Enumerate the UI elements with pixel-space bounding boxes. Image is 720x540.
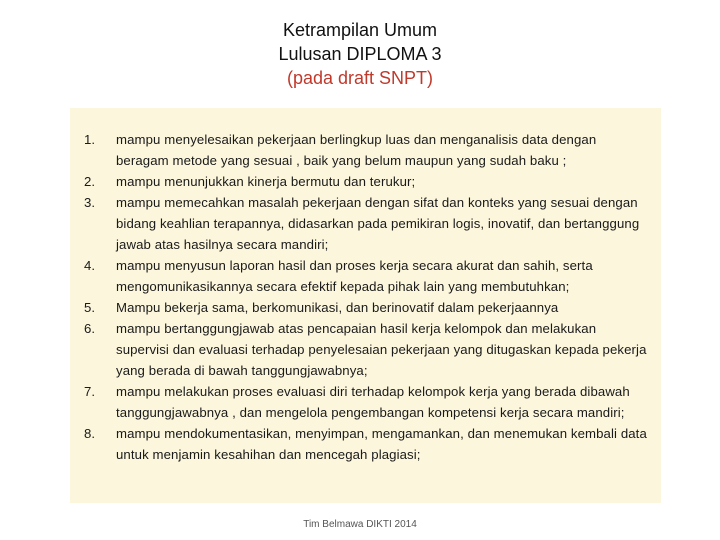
- list-item-text: mampu memecahkan masalah pekerjaan dengan sifat dan konteks yang sesuai dengan bidang keahlian terapannya, didasarkan pada pemikiran logis, inovatif, dan bertanggung jawab atas hasilnya secara mandiri;: [116, 195, 640, 252]
- list-item: [70, 423, 661, 465]
- list-item-text: mampu menyusun laporan hasil dan proses kerja secara akurat dan sahih, serta mengomunikasikannya secara efektif kepada pihak lain yang membutuhkan;: [116, 258, 593, 294]
- list-item: [70, 171, 661, 192]
- skills-list: [70, 129, 661, 465]
- list-item-text: mampu bertanggungjawab atas pencapaian hasil kerja kelompok dan melakukan supervisi dan evaluasi terhadap penyelesaian pekerjaan yang ditugaskan kepada pekerja yang berada di bawah tanggungjawabnya;: [116, 321, 647, 378]
- list-item-number: 3.: [84, 195, 96, 210]
- list-item-number: 6.: [84, 321, 96, 336]
- title-subtitle: (pada draft SNPT): [286, 68, 434, 88]
- list-item-text: mampu melakukan proses evaluasi diri terhadap kelompok kerja yang berada dibawah tanggungjawabnya , dan mengelola pengembangan kompetensi kerja secara mandiri;: [116, 384, 630, 420]
- list-item-number: 5.: [84, 300, 96, 315]
- list-item: [70, 318, 661, 381]
- list-item: [70, 129, 661, 171]
- content-panel: [70, 108, 661, 503]
- title-line-1: Ketrampilan Umum: [282, 20, 438, 40]
- list-item: [70, 255, 661, 297]
- list-item-number: 8.: [84, 426, 96, 441]
- list-item-number: 2.: [84, 174, 96, 189]
- title-line-2: Lulusan DIPLOMA 3: [278, 44, 442, 64]
- list-item-text: mampu mendokumentasikan, menyimpan, mengamankan, dan menemukan kembali data untuk menjamin kesahihan dan mencegah plagiasi;: [116, 426, 647, 462]
- list-item-text: mampu menyelesaikan pekerjaan berlingkup luas dan menganalisis data dengan beragam metode yang sesuai , baik yang belum maupun yang sudah baku ;: [116, 132, 597, 168]
- list-item-number: 1.: [84, 132, 96, 147]
- list-item: [70, 192, 661, 255]
- list-item-number: 7.: [84, 384, 96, 399]
- slide-title: [0, 18, 720, 90]
- list-item: [70, 381, 661, 423]
- list-item-text: mampu menunjukkan kinerja bermutu dan terukur;: [116, 174, 416, 189]
- footer-credit: Tim Belmawa DIKTI 2014: [303, 519, 417, 530]
- list-item-text: Mampu bekerja sama, berkomunikasi, dan berinovatif dalam pekerjaannya: [116, 300, 559, 315]
- list-item-number: 4.: [84, 258, 96, 273]
- list-item: [70, 297, 661, 318]
